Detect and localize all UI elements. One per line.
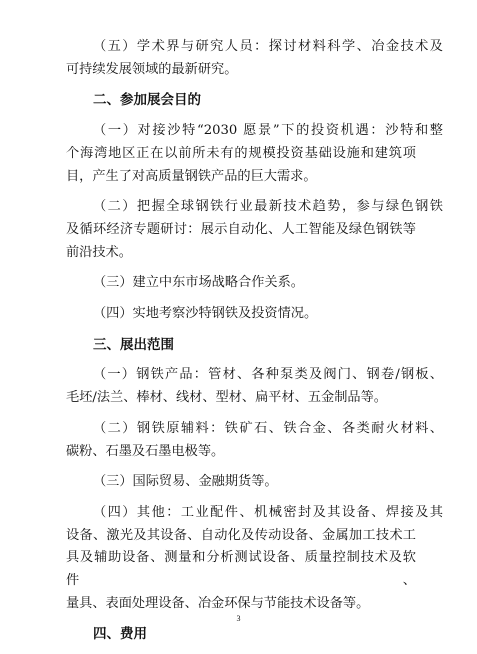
scope-1 [66, 364, 443, 409]
heading-purpose: 二、参加展会目的 [93, 92, 201, 109]
page-number: 3 [236, 614, 241, 623]
text-line: 目，产生了对高质量钢铁产品的巨大需求。 [66, 168, 317, 184]
heading-scope: 三、展出范围 [93, 336, 174, 353]
text-line: （四）其他：工业配件、机械密封及其设备、焊接及其 [93, 504, 443, 520]
text-line: 毛坯/法兰、棒材、线材、型材、扁平材、五金制品等。 [66, 390, 387, 406]
document-body [66, 36, 443, 654]
heading-fees: 四、费用 [93, 626, 147, 643]
purpose-3 [66, 272, 416, 295]
item-academia [66, 36, 443, 81]
scope-3 [66, 471, 416, 494]
scope-2 [66, 418, 443, 463]
text-line: （三）国际贸易、金融期货等。 [93, 474, 278, 490]
text-line: （二）把握全球钢铁行业最新技术趋势，参与绿色钢铁 [93, 199, 443, 215]
text-line: 设备、激光及其设备、自动化及传动设备、金属加工技术工 [66, 527, 416, 543]
purpose-2 [66, 196, 443, 264]
text-line: 及循环经济专题研讨：展示自动化、人工智能及绿色钢铁等 [66, 221, 416, 237]
text-line: （三）建立中东市场战略合作关系。 [93, 275, 304, 291]
scope-4 [66, 502, 443, 616]
text-line: 前沿技术。 [66, 244, 132, 260]
text-line: 量具、表面处理设备、冶金环保与节能技术设备等。 [66, 595, 370, 611]
text-line: （一）钢铁产品：管材、各种泵类及阀门、钢卷/钢板、 [93, 367, 443, 383]
text-line: 可持续发展领域的最新研究。 [66, 61, 238, 77]
text-line: 个海湾地区正在以前所未有的规模投资基础设施和建筑项 [66, 145, 416, 161]
text-line: 碳粉、石墨及石墨电极等。 [66, 443, 225, 459]
text-line: 具及辅助设备、测量和分析测试设备、质量控制技术及软件、 [66, 550, 416, 589]
text-line: （一）对接沙特“2030 愿景”下的投资机遇：沙特和整 [93, 123, 443, 139]
purpose-1 [66, 120, 443, 188]
text-line: （二）钢铁原辅料：铁矿石、铁合金、各类耐火材料、 [93, 420, 443, 436]
text-line: （五）学术界与研究人员：探讨材料科学、冶金技术及 [93, 39, 443, 54]
text-line: （四）实地考察沙特钢铁及投资情况。 [93, 306, 318, 322]
purpose-4 [66, 303, 416, 326]
